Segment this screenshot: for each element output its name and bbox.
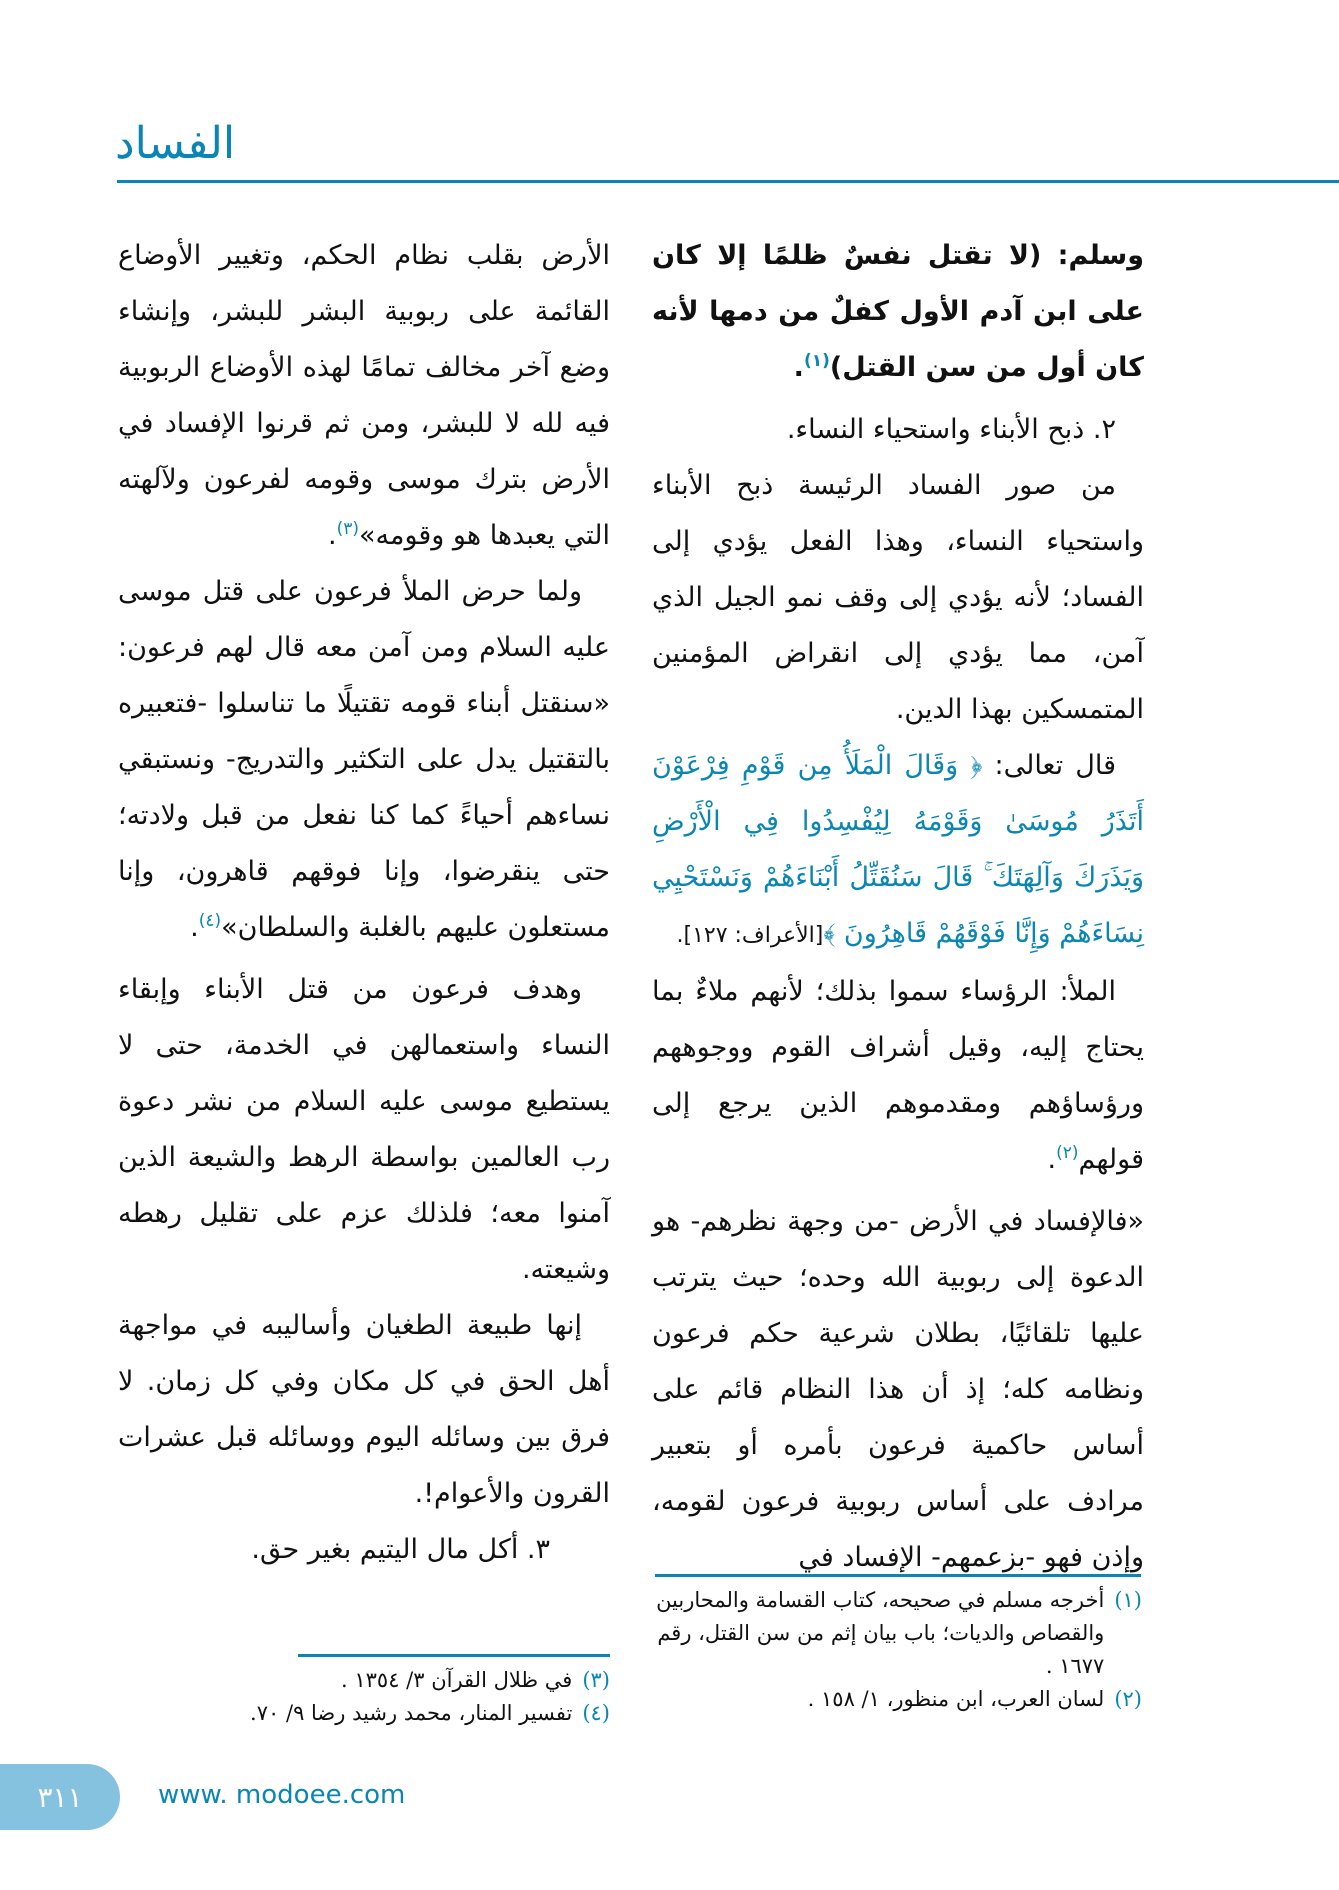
- section-heading-2: ٢. ذبح الأبناء واستحياء النساء.: [786, 414, 1116, 445]
- footnote-2: [650, 1683, 1142, 1716]
- hadith-text: وسلم: (لا تقتل نفسٌ ظلمًا إلا كان على ابن آدم الأول كفلٌ من دمها لأنه كان أول من سن القتل): [652, 240, 1144, 383]
- paragraph: [118, 564, 610, 956]
- period: .: [190, 912, 199, 943]
- footnote-number: (٤): [582, 1701, 610, 1725]
- paragraph: «فالإفساد في الأرض -من وجهة نظرهم- هو الدعوة إلى ربوبية الله وحده؛ حيث يترتب عليها تلقائيًا، بطلان شرعية حكم فرعون ونظامه كله؛ إذ أن هذا النظام قائم على أساس حاكمية فرعون بأمره أو بتعبير مرادف على أساس ربوبية فرعون لقومه، وإذن فهو -بزعمهم- الإفساد في: [652, 1206, 1144, 1573]
- right-column: [652, 228, 1144, 1586]
- paragraph-text: ولما حرض الملأ فرعون على قتل موسى عليه السلام ومن آمن معه قال لهم فرعون: «سنقتل أبناء قومه تقتيلًا ما تناسلوا -فتعبيره بالتقتيل يدل على التكثير والتدريج- ونستبقي نساءهم أحياءً كما كنا نفعل من قبل ولادته؛ حتى ينقرضوا، وإنا فوقهم قاهرون، وإنا مستعلون عليهم بالغلبة والسلطان»: [118, 576, 610, 943]
- website-url[interactable]: www. modoee.com: [158, 1780, 406, 1810]
- footnote-number: (٢): [1114, 1687, 1142, 1711]
- paragraph: إنها طبيعة الطغيان وأساليبه في مواجهة أهل الحق في كل مكان وفي كل زمان. لا فرق بين وسائله اليوم ووسائله قبل عشرات القرون والأعوام!.: [118, 1310, 610, 1509]
- footnote-text: لسان العرب، ابن منظور، ١/ ١٥٨ .: [807, 1687, 1105, 1711]
- footnote-4: [118, 1697, 610, 1730]
- header-rule: [117, 180, 1339, 183]
- period: .: [793, 352, 804, 383]
- footnote-ref-3[interactable]: (٣): [336, 519, 359, 539]
- footnote-text: أخرجه مسلم في صحيحه، كتاب القسامة والمحاربين والقصاص والديات؛ باب بيان إثم من سن القتل، رقم ١٦٧٧ .: [656, 1588, 1105, 1678]
- footnote-text: تفسير المنار، محمد رشيد رضا ٩/ ٧٠.: [250, 1701, 573, 1725]
- footnote-number: (١): [1114, 1588, 1142, 1612]
- verse-citation: [الأعراف: ١٢٧].: [676, 923, 824, 948]
- footnotes-left: [118, 1664, 610, 1730]
- footnote-rule-left: [298, 1654, 610, 1657]
- left-column: [118, 228, 610, 1578]
- paragraph: وهدف فرعون من قتل الأبناء وإبقاء النساء واستعمالهن في الخدمة، حتى لا يستطيع موسى عليه السلام من نشر دعوة رب العالمين بواسطة الرهط والشيعة الذين آمنوا معه؛ فلذلك عزم على تقليل رهطه وشيعته.: [118, 974, 610, 1285]
- footnote-text: في ظلال القرآن ٣/ ١٣٥٤ .: [341, 1668, 573, 1692]
- footnote-1: [650, 1584, 1142, 1683]
- chapter-title: الفساد: [115, 118, 236, 169]
- paragraph-text: الملأ: الرؤساء سموا بذلك؛ لأنهم ملاءٌ بما يحتاج إليه، وقيل أشراف القوم ووجوههم ورؤساؤهم ومقدموهم الذين يرجع إلى قولهم: [652, 976, 1144, 1175]
- footnote-ref-4[interactable]: (٤): [198, 911, 222, 931]
- section-heading-3: ٣. أكل مال اليتيم بغير حق.: [251, 1534, 550, 1565]
- footnote-number: (٣): [582, 1668, 610, 1692]
- footnote-ref-2[interactable]: (٢): [1056, 1143, 1079, 1163]
- footnote-rule-right: [655, 1574, 1141, 1577]
- footnote-3: [118, 1664, 610, 1697]
- paragraph: [652, 964, 1144, 1188]
- verse-paragraph: [652, 738, 1144, 964]
- verse-intro: قال تعالى:: [982, 750, 1117, 781]
- period: .: [1047, 1144, 1057, 1175]
- paragraph-text: الأرض بقلب نظام الحكم، وتغيير الأوضاع القائمة على ربوبية البشر للبشر، وإنشاء وضع آخر مخالف تمامًا لهذه الأوضاع الربوبية فيه لله لا للبشر، ومن ثم قرنوا الإفساد في الأرض بترك موسى وقومه لفرعون ولآلهته التي يعبدها هو وقومه»: [118, 240, 610, 551]
- page-number: ٣١١: [0, 1764, 120, 1830]
- paragraph: [118, 228, 610, 564]
- paragraph: من صور الفساد الرئيسة ذبح الأبناء واستحياء النساء، وهذا الفعل يؤدي إلى الفساد؛ لأنه يؤدي إلى وقف نمو الجيل الذي آمن، مما يؤدي إلى انقراض المؤمنين المتمسكين بهذا الدين.: [652, 470, 1144, 725]
- hadith-paragraph: [652, 228, 1144, 396]
- quran-verse: ﴿ وَقَالَ الْمَلَأُ مِن قَوْمِ فِرْعَوْنَ أَتَذَرُ مُوسَىٰ وَقَوْمَهُ لِيُفْسِدُوا فِي الْأَرْضِ وَيَذَرَكَ وَآلِهَتَكَ ۚ قَالَ سَنُقَتِّلُ أَبْنَاءَهُمْ وَنَسْتَحْيِي نِسَاءَهُمْ وَإِنَّا فَوْقَهُمْ قَاهِرُونَ ﴾: [652, 750, 1144, 949]
- footnote-ref-1[interactable]: (١): [803, 351, 830, 371]
- period: .: [327, 520, 337, 551]
- footnotes-right: [650, 1584, 1142, 1716]
